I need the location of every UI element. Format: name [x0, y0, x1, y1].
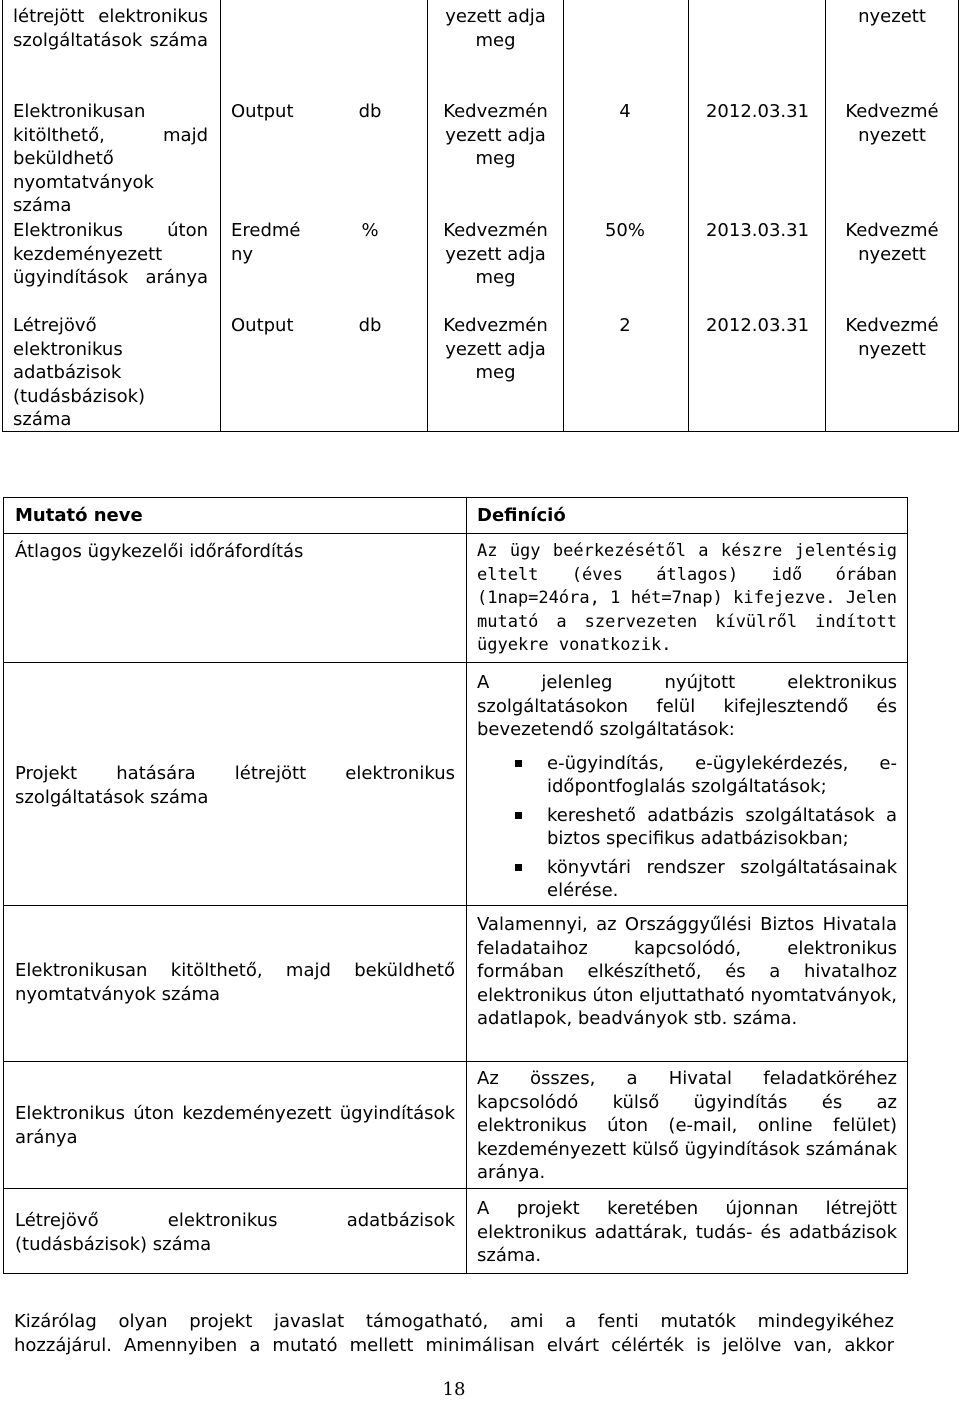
table1-row3-value: 2: [619, 315, 631, 336]
table1-row3-unit: db: [358, 315, 382, 336]
header-indicator-name: Mutató neve: [15, 505, 143, 526]
table2-row4-definition: A projekt keretében újonnan létrejött elektronikus adattárak, tudás- és adatbázisok száma.: [477, 1198, 897, 1266]
paragraph-line: Kizárólag olyan projekt javaslat támogatható, ami a fenti mutatók mindegyikéhez: [14, 1311, 894, 1332]
table1-row1-date: 2012.03.31: [705, 101, 810, 122]
table2-row0-name: Átlagos ügykezelői időráfordítás: [15, 541, 304, 562]
table1-row1-type: Output: [231, 101, 294, 122]
table2-row0-definition: Az ügy beérkezésétől a készre jelentésig eltelt (éves átlagos) idő órában (1nap=24óra, 1 hét=7nap) kifejezve. Jelen mutató a szervezeten kívülről indított ügyekre vonatkozik.: [477, 541, 897, 655]
table2-row3-definition: Az összes, a Hivatal feladatköréhez kapcsolódó külső ügyindítás és az elektronikus úton (e-mail, online felület) kezdeményezett külső ügyindítások számának aránya.: [477, 1068, 897, 1183]
table1-row2-date: 2013.03.31: [705, 220, 810, 241]
body-paragraph: [14, 1310, 894, 1357]
table1-row1-provider: Kedvezmé nyezett: [845, 101, 939, 146]
table1-row2-type: Eredmé ny: [231, 220, 301, 265]
table1-row1-source: Kedvezmén yezett adja meg: [443, 101, 548, 169]
table1-row0-indicator: létrejött elektronikus szolgáltatások száma: [13, 6, 208, 51]
table2-row1-name: Projekt hatására létrejött elektronikus szolgáltatások száma: [15, 763, 455, 808]
page-number: 18: [442, 1379, 466, 1400]
bullet-item: e-ügyindítás, e-ügylekérdezés, e-időpontfoglalás szolgáltatások;: [477, 752, 897, 799]
table1-row3-type: Output: [231, 315, 294, 336]
table1-row1-indicator: Elektronikusan kitölthető, majd beküldhető nyomtatványok száma: [13, 101, 208, 216]
table1-row2-source: Kedvezmén yezett adja meg: [443, 220, 548, 288]
table1-row2-unit: %: [361, 220, 379, 241]
table1-row2-indicator: Elektronikus úton kezdeményezett ügyindítások aránya: [13, 220, 208, 288]
table1-row1-value: 4: [619, 101, 631, 122]
paragraph-line: hozzájárul. Amennyiben a mutató mellett minimálisan elvárt célérték is jelölve van, akkor: [14, 1334, 894, 1356]
table2-row2-name: Elektronikusan kitölthető, majd beküldhető nyomtatványok száma: [15, 960, 455, 1005]
bullet-item: könyvtári rendszer szolgáltatásainak elérése.: [477, 856, 897, 903]
table2-row4-name: Létrejövő elektronikus adatbázisok (tudásbázisok) száma: [15, 1210, 455, 1255]
table1-row3-provider: Kedvezmé nyezett: [845, 315, 939, 360]
bullet-item: kereshető adatbázis szolgáltatások a biztos specifikus adatbázisokban;: [477, 804, 897, 851]
table1-row0-provider: nyezett: [858, 6, 926, 27]
table2-row3-name: Elektronikus úton kezdeményezett ügyindítások aránya: [15, 1103, 455, 1148]
header-definition: Definíció: [477, 505, 566, 526]
table1-row2-value: 50%: [604, 220, 645, 241]
table1-row3-source: Kedvezmén yezett adja meg: [443, 315, 548, 383]
table1-row0-source: yezett adja meg: [445, 6, 546, 51]
table1-row3-date: 2012.03.31: [705, 315, 810, 336]
table1-row2-provider: Kedvezmé nyezett: [845, 220, 939, 265]
table2-row2-definition: Valamennyi, az Országgyűlési Biztos Hivatala feladataihoz kapcsolódó, elektronikus formában elkészíthető, és a hivatalhoz elektronikus úton eljuttatható nyomtatványok, adatlapok, beadványok stb. száma.: [477, 914, 897, 1029]
table1-row1-unit: db: [358, 101, 382, 122]
service-bullet-list: [477, 752, 897, 903]
table1-row3-indicator: Létrejövő elektronikus adatbázisok (tudásbázisok) száma: [13, 315, 146, 430]
table2-row1-definition: A jelenleg nyújtott elektronikus szolgáltatásokon felül kifejlesztendő és bevezetendő szolgáltatások:: [477, 672, 897, 740]
table2-row1-definition-cell: [472, 671, 902, 908]
